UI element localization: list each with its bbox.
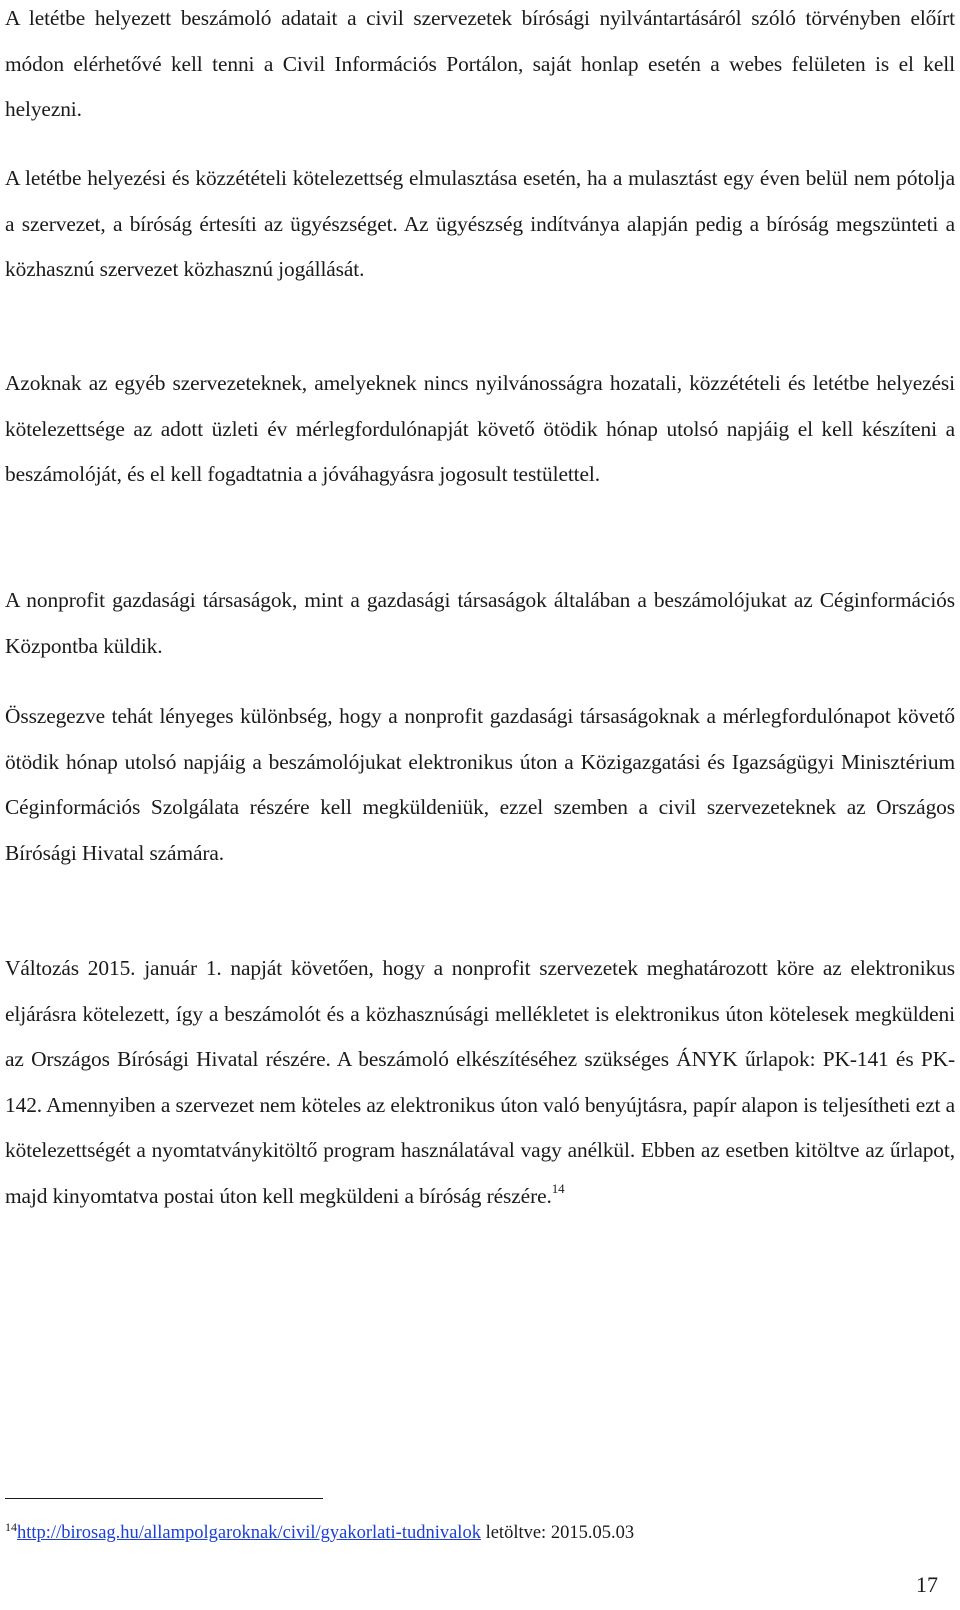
paragraph-3: Azoknak az egyéb szervezeteknek, amelyeknek nincs nyilvánosságra hozatali, közzétételi és letétbe helyezési kötelezettsége az adott üzleti év mérlegfordulónapját követő ötödik hónap utolsó napjáig el kell készíteni a beszámolóját, és el kell fogadtatnia a jóváhagyásra jogosult testülettel. [5, 371, 955, 487]
paragraph-2: A letétbe helyezési és közzétételi kötelezettség elmulasztása esetén, ha a mulasztást egy éven belül nem pótolja a szervezet, a bíróság értesíti az ügyészséget. Az ügyészség indítványa alapján pedig a bíróság megszünteti a közhasznú szervezet közhasznú jogállását. [5, 166, 955, 282]
paragraph-6-text: Változás 2015. január 1. napját követően, hogy a nonprofit szervezetek meghatározott köre az elektronikus eljárásra kötelezett, így a beszámolót és a közhasznúsági mellékletet is elektronikus úton kötelesek megküldeni az Országos Bírósági Hivatal részére. A beszámoló elkészítéséhez szükséges ÁNYK űrlapok: PK-141 és PK-142. Amennyiben a szervezet nem köteles az elektronikus úton való benyújtásra, papír alapon is teljesítheti ezt a kötelezettségét a nyomtatványkitöltő program használatával vagy anélkül. Ebben az esetben kitöltve az űrlapot, majd kinyomtatva postai úton kell megküldeni a bíróság részére. [5, 956, 955, 1208]
paragraph-5: Összegezve tehát lényeges különbség, hogy a nonprofit gazdasági társaságoknak a mérlegfordulónapot követő ötödik hónap utolsó napjáig a beszámolójukat elektronikus úton a Közigazgatási és Igazságügyi Minisztérium Céginformációs Szolgálata részére kell megküldeniük, ezzel szemben a civil szervezeteknek az Országos Bírósági Hivatal számára. [5, 704, 955, 865]
paragraph-6 [5, 946, 955, 1220]
footnote-separator [5, 1498, 323, 1499]
footnote [5, 1520, 945, 1546]
footnote-reference[interactable]: 14 [551, 1180, 565, 1196]
footnote-suffix: letöltve: 2015.05.03 [480, 1523, 635, 1543]
paragraph-4: A nonprofit gazdasági társaságok, mint a gazdasági társaságok általában a beszámolójukat az Céginformációs Központba küldik. [5, 588, 955, 658]
footnote-link[interactable]: http://birosag.hu/allampolgaroknak/civil/gyakorlati-tudnivalok [17, 1523, 481, 1543]
footnote-number: 14 [5, 1519, 17, 1534]
page-number: 17 [916, 1572, 938, 1597]
paragraph-1: A letétbe helyezett beszámoló adatait a civil szervezetek bírósági nyilvántartásáról szóló törvényben előírt módon elérhetővé kell tenni a Civil Információs Portálon, saját honlap esetén a webes felületen is el kell helyezni. [5, 6, 955, 122]
